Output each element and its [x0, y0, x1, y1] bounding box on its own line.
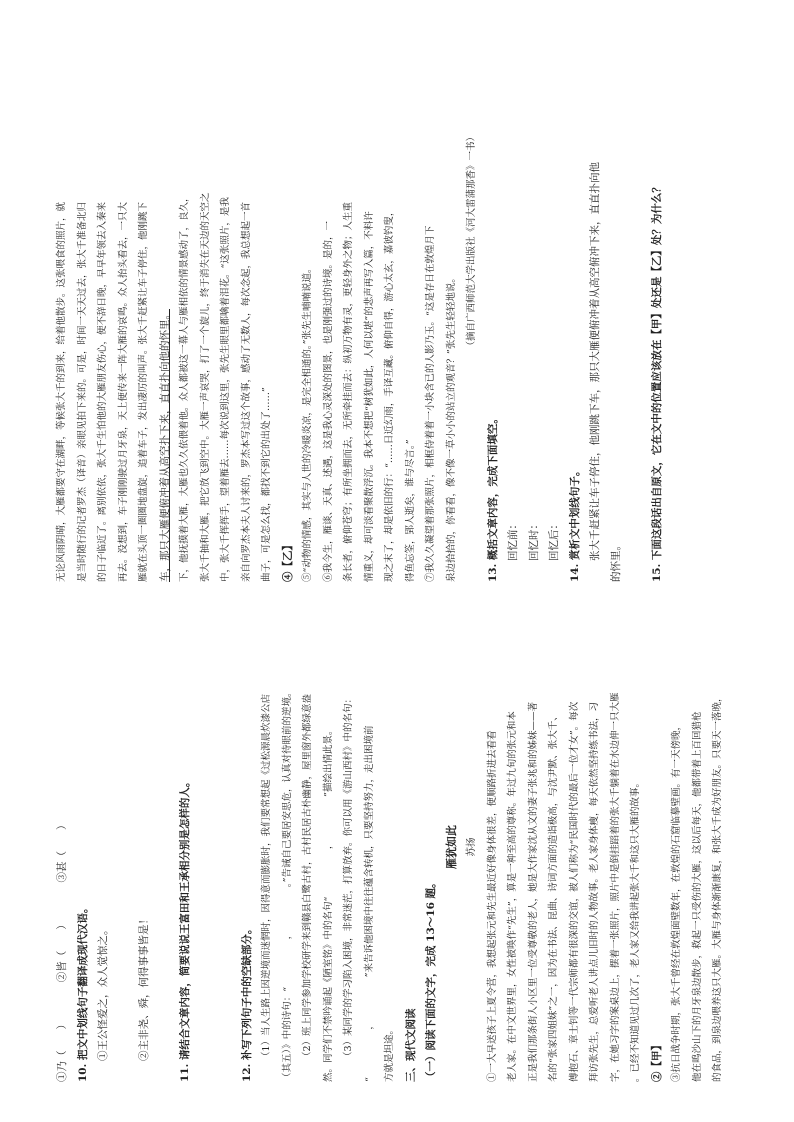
- q12-2b: 然。同学们不禁吟诵起《陋室铭》中的名句“ ， ”描绘出情此景。: [322, 725, 334, 1082]
- q11-title: 11. 请结合文章内容，简要说说王富田和王承相分别是怎样的人。: [179, 776, 191, 1082]
- paragraph-line: 再去。没想到，车子刚刚驶过月牙泉，天上便传来一阵大雁的哀鸣。众人抬头看去，一只大: [117, 201, 129, 582]
- paragraph-line: ⑦我久久凝望着那张照片，相框侍着着一小块含已的人影乃玉。“这是存日在敦煌月下: [425, 225, 436, 582]
- paragraph-line: 是当时随行的记者罗杰（译音）亲眼见拍下来的。可是，时间一天天过去，张大千准备北归: [76, 201, 88, 582]
- paragraph-1: [483, 612, 647, 1082]
- paragraph-line: ⑥我今生，雁谈、天真、述遇，这是我心灵深处的图景，也是刚强过的诗境。是的，一: [322, 220, 334, 582]
- paragraph-line: 张大千抽和大雁，把它放飞到空中。大雁一声哀哭，打了一个旋儿，终于消失在天边的天空之: [199, 192, 211, 582]
- paragraph-line: 无论风雨阴晴，大雁都要守在湖畔，等候张大千的到来，给着他散步。这张喂食的照片，就: [56, 201, 67, 582]
- paragraph-3-continued: [52, 112, 155, 582]
- rotated-page: [52, 82, 752, 1082]
- paragraph-line: 字，在她习字的案桌边上，摆着一张照片，照片中是倒挂蹈着的张大千躺着在水边伸一只大雁: [609, 692, 621, 1082]
- paragraph-line: 名的“张家四姐妹”之一，因为在书法、昆曲、诗词方面的造诣极高，与沈尹默、张大千、: [548, 711, 559, 1082]
- q12-title: 12. 补写下列句子中的空缺部分。: [240, 923, 253, 1082]
- q13-after: 回忆后：: [548, 519, 560, 561]
- q12-1b: （其五）》中的诗句：“ ， 。”告诫自己要居安思危，认真对待眼前的逆境。: [281, 687, 293, 1082]
- q14-title: 14. 赏析文中划线句子。: [568, 465, 581, 582]
- section-3-1-heading: （一）阅读下面的文字，完成 13～16 题。: [425, 877, 437, 1082]
- spacer: [155, 612, 176, 1082]
- article-author: 苏扬: [466, 837, 477, 857]
- paragraph-line: 亲自向罗杰本夫人讨来的，罗杰本写过这个故事，感动了无数人，每次念起，我总想起一首: [240, 201, 252, 582]
- paragraph-line: ⑤“动物的情感，其实与人世的冷暖炎凉，是完全相通的。”张先生喃喃说道。: [302, 263, 313, 582]
- underlined-sentence: 车，那只大雁便俯冲着从高空扑下来，直直扑向他的怀里。: [158, 309, 171, 582]
- paragraph-line: ①一大早送孩子上夏令营，我想起张元和先生最近好像身体很差，便顺路折进去看看: [486, 730, 498, 1082]
- q13-during: 回忆时：: [527, 519, 540, 561]
- marker-yi: ④【乙】: [281, 540, 294, 582]
- q12-3a: （3）某同学的学习陷入困境，非常迷茫，打算放弃。你可以用《游山西村》中的名句：: [343, 693, 354, 1061]
- q13-before: 回忆前：: [507, 519, 519, 561]
- q10-item-1: ①王公怪爱之，众人觉惊之。: [97, 924, 109, 1061]
- spacer: [114, 612, 135, 1082]
- paragraph-line: 的日子临近了。离别依依，张大千生怕他的大雁朋友伤心，便不辞日晚，早早年领去入秦来: [97, 201, 108, 582]
- q14-quote-b: 的怀里。: [609, 540, 622, 582]
- q10-item-2: ②主非尧、舜，何得事事皆是！: [138, 914, 150, 1061]
- paragraph-line: 。已经不知道见过几次了，老人家又给我讲起张大千和这只大雁的故事。: [630, 777, 641, 1082]
- q9-fill: ①乃（ ） ②皆（ ） ③甚（ ）: [56, 819, 68, 1082]
- q13-title: 13. 概括文章内容，完成下面填空。: [486, 413, 499, 582]
- paragraph-line: ③抗日战争时期，张大千曾经在敦煌面壁数年，在敦煌的石窟临摹壁画。有一天傍晚，: [671, 720, 682, 1082]
- paragraph-line: 正是我们那条街人小区里一位受尊敬的老人，她是大作家沈从文的妻子张兆和的姊妹——著: [527, 701, 539, 1082]
- q12-1a: （1）当人生路上因逆境而迷惘时，因得意而膨胀时，我们要常想起《过松源晨炊漆公店: [261, 693, 272, 1061]
- paragraph-3: [667, 612, 729, 1082]
- q15-title: 15. 下面这段话出自原文，它在文中的位置应该放在【甲】处还是【乙】处？为什么？: [650, 182, 663, 582]
- q12-3b: “ ， ”来告诉他困境中往往蕴含转机，只要坚持努力，走出困境前: [363, 725, 375, 1082]
- spacer: [626, 112, 647, 582]
- paragraph-line: 中，张大千挥挥手，望着雁去……每次说到这里，张先生眼里都噙着泪花。“这张照片，是我: [220, 197, 231, 582]
- article-title: 雁犹如此: [444, 825, 458, 869]
- q10-title: 10. 把文中划线句子翻译成现代汉语。: [76, 902, 89, 1082]
- left-column: [52, 612, 729, 1082]
- paragraph-4: [175, 112, 278, 582]
- spacer: [216, 612, 237, 1082]
- article-source: （摘自广西师范大学出版社《河大雷蒲那香》一书）: [466, 132, 477, 351]
- paragraph-line: 得鱼忘筌，郢人逝矣，谁与尽言。”: [404, 439, 416, 582]
- paragraph-line: 下，他抚摸着大雁，大雁也久久依偎着他。众人都被这一幕人与雁相依的情景感动了，良久，: [179, 192, 190, 582]
- paragraph-line: 雁就在头顶一圈圈地盘旋，追着车子，发出凄厉的叫声。张大千赶紧让车子停住，他刚跳下: [138, 201, 149, 582]
- q12-2a: （2）班上同学参加学校研学来到赣县白鹭古村，古村民居古朴幽静，屋里窗外都绿意盎: [302, 693, 313, 1061]
- spacer: [196, 612, 217, 1082]
- paragraph-line: 曲子，可是怎么找，都找不到它的出处了……”: [261, 387, 272, 582]
- paragraph-line: 现之末了，却是依旧的行：“……日近幻雨，手译互藏。俯仰自得，游心太玄，嘉彼钓叟，: [384, 206, 395, 582]
- paragraph-line: 情重义，却可淡看聚散浮沉。我本不想把“树犹如此，人何以堪”的悲声再写入篇，不料许: [363, 211, 375, 582]
- q14-quote-a: 张大千赶紧让车子停住，他刚跳下车，那只大雁便俯冲着从高空俯冲下来，直直扑向他: [589, 162, 601, 561]
- marker-jia: ②【甲】: [650, 1040, 663, 1082]
- paragraph-line: 的食品，到泉边喂养这只大雁。大雁与身体渐渐康复，和张大千成为好朋友。只要天一落晚，: [712, 692, 723, 1082]
- paragraph-5-7: [298, 112, 462, 582]
- paragraph-line: 条长者，俯仰苍穹；有所坐拥而去，无所牵挂而去：纵初万物有灵，更轻身外之物；人生重: [343, 201, 354, 582]
- paragraph-line: 傅抱石、章士钊等一代宗师都有很深的交谊，被人们称为“民国时代的最后一位才女”。每次: [568, 701, 580, 1082]
- right-column: [52, 112, 667, 582]
- q12-3c: 方就是坦途。: [384, 1024, 395, 1082]
- paragraph-line: 泉边拾拾的，你看看，像不像一草小小的站立的观音？”张先生轻轻地说。: [445, 273, 457, 582]
- paragraph-line: 他在鸣沙山下的月牙泉边散步，救起一只受伤的大雁，这以后每天，他都带着上百回猎枪: [691, 711, 703, 1082]
- section-3-heading: 三、现代文阅读: [404, 1008, 417, 1082]
- paragraph-line: 老人家。在中文世界里，女性被唤作“先生”，算是一种至高的尊称。年过九旬的张元和本: [507, 711, 518, 1082]
- paragraph-line: 拜访张先生，总爱听老人讲点儿旧时的人物故事。老人家身体瘦，每天依然坚持练书法，习: [589, 701, 600, 1082]
